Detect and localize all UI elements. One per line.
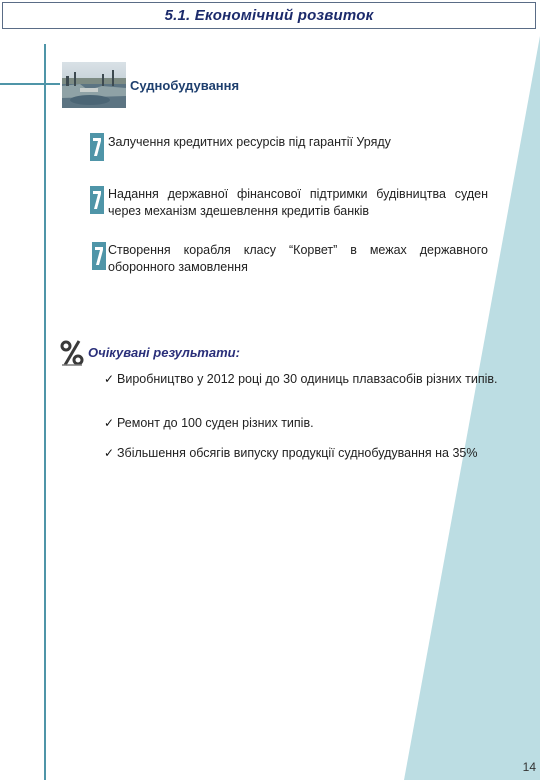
arrow-block-icon — [92, 242, 106, 270]
horizontal-divider — [0, 83, 60, 85]
arrow-block-icon — [90, 133, 104, 161]
section-title: Суднобудування — [130, 78, 240, 93]
checkmark-icon: ✓ — [104, 446, 115, 460]
checkmark-icon: ✓ — [104, 416, 115, 430]
result-text: Збільшення обсягів випуску продукції суднобудування на 35% — [117, 446, 478, 460]
result-text: Ремонт до 100 суден різних типів. — [117, 416, 314, 430]
page-title: 5.1. Економічний розвиток — [164, 7, 374, 24]
shipyard-photo — [62, 62, 126, 108]
bullet-text: Створення корабля класу “Корвет” в межах державного оборонного замовлення — [108, 243, 488, 274]
header-bar — [2, 2, 536, 29]
results-title: Очікувані результати: — [88, 345, 240, 360]
percent-icon — [60, 338, 84, 368]
page-number: 14 — [522, 760, 536, 774]
arrow-block-icon — [90, 186, 104, 214]
checkmark-icon: ✓ — [104, 372, 115, 386]
vertical-divider — [44, 44, 46, 780]
bullet-text: Залучення кредитних ресурсів під гарантії Уряду — [108, 135, 391, 149]
bullet-text: Надання державної фінансової підтримки будівництва суден через механізм здешевлення кредитів банків — [108, 187, 488, 218]
result-text: Виробництво у 2012 році до 30 одиниць плавзасобів різних типів. — [117, 372, 498, 386]
